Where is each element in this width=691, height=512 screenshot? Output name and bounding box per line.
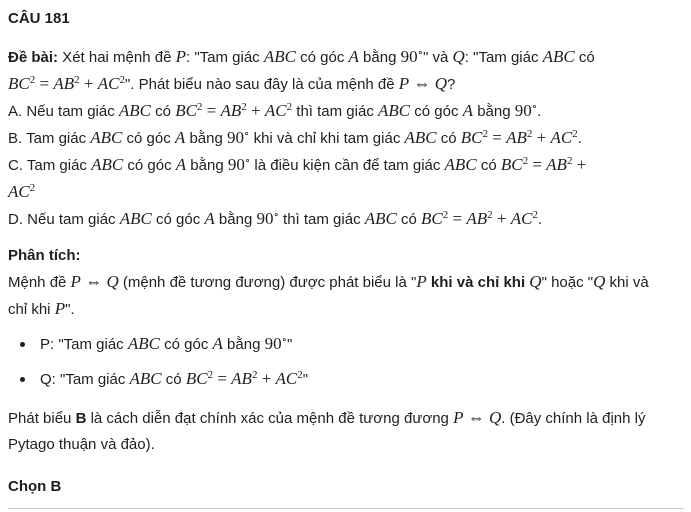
conclusion: Phát biểu B là cách diễn đạt chính xác của mệnh đề tương đương P ⇔ Q. (Đây chính là định lý Pytago thuận và đảo). xyxy=(8,408,646,453)
statement-list xyxy=(8,331,676,393)
answer-document xyxy=(8,0,676,500)
analysis-heading: Phân tích: xyxy=(8,247,81,264)
bottom-divider xyxy=(8,508,684,509)
option-a: A. Nếu tam giác ABC có $BC^2 = AB^2 + AC^2$ thì tam giác ABC có góc A bằng 90∘. xyxy=(8,101,542,120)
final-answer: Chọn B xyxy=(8,478,62,495)
option-d: D. Nếu tam giác ABC có góc A bằng 90∘ thì tam giác ABC có $BC^2 = AB^2 + AC^2$. xyxy=(8,209,543,228)
problem-statement: Đề bài: Xét hai mệnh đề P: "Tam giác ABC có góc A bằng 90∘" và Q: "Tam giác ABC có $BC^2 = AB^2 + AC^2$". Phát biểu nào sau đây là của mệnh đề P ⇔ Q? xyxy=(8,47,595,93)
analysis-explanation: Mệnh đề P ⇔ Q (mệnh đề tương đương) được phát biểu là "P khi và chỉ khi Q" hoặc "Q khi và chỉ khi P". xyxy=(8,272,649,318)
option-c: C. Tam giác ABC có góc A bằng 90∘ là điều kiện cần để tam giác ABC có $BC^2 = AB^2$ + $AC^2$ xyxy=(8,155,587,201)
question-title: CÂU 181 xyxy=(8,10,70,27)
option-b: B. Tam giác ABC có góc A bằng 90∘ khi và chỉ khi tam giác ABC có $BC^2 = AB^2 + AC^2$. xyxy=(8,128,582,147)
bullet-p: P: "Tam giác ABC có góc A bằng 90∘" xyxy=(8,331,676,358)
bullet-q: Q: "Tam giác ABC có $BC^2 = AB^2 + AC^2$" xyxy=(8,366,676,393)
